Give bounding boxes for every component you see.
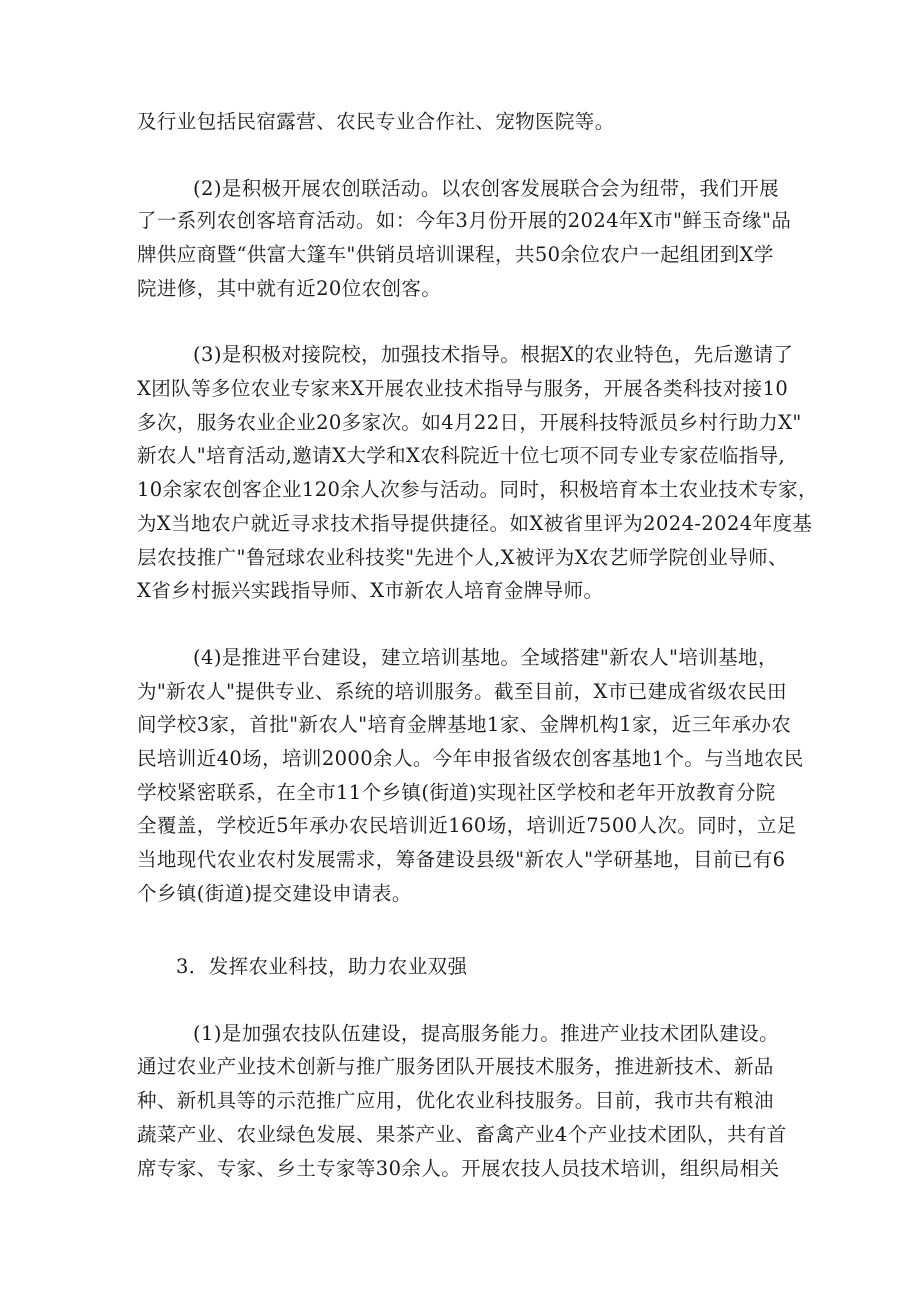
text-line: 为X当地农户就近寻求技术指导提供捷径。如X被省里评为2024-2024年度基 <box>137 512 813 535</box>
text-line: 间学校3家，首批"新农人"培育金牌基地1家、金牌机构1家，近三年承办农 <box>137 713 792 736</box>
paragraph-3-line-1: (3)是积极对接院校，加强技术指导。根据X的农业特色，先后邀请了 <box>193 343 794 366</box>
paragraph-2-line-1: (2)是积极开展农创联活动。以农创客发展联合会为纽带，我们开展 <box>193 177 780 200</box>
text-line: 个乡镇(街道)提交建设申请表。 <box>137 882 412 905</box>
text-line: 全覆盖，学校近5年承办农民培训近160场，培训近7500人次。同时，立足 <box>137 814 797 837</box>
text-line: 通过农业产业技术创新与推广服务团队开展技术服务，推进新技术、新品 <box>137 1055 774 1078</box>
text-line: 当地现代农业农村发展需求，筹备建设县级"新农人"学研基地，目前已有6 <box>137 848 786 871</box>
text-line: 及行业包括民宿露营、农民专业合作社、宠物医院等。 <box>137 110 615 133</box>
text-line: 学校紧密联系，在全市11个乡镇(街道)实现社区学校和老年开放教育分院 <box>137 781 776 804</box>
text-line: X团队等多位农业专家来X开展农业技术指导与服务，开展各类科技对接10 <box>137 377 789 400</box>
text-line: 蔬菜产业、农业绿色发展、果茶产业、畜禽产业4个产业技术团队，共有首 <box>137 1123 787 1146</box>
text-line: 10余家农创客企业120余人次参与活动。同时，积极培育本土农业技术专家， <box>137 478 818 501</box>
text-line: 层农技推广"鲁冠球农业科技奖"先进个人,X被评为X农艺师学院创业导师、 <box>137 546 788 569</box>
text-line: 新农人"培育活动,邀请X大学和X农科院近十位七项不同专业专家莅临指导, <box>137 444 786 467</box>
text-line: 院进修，其中就有近20位农创客。 <box>137 277 442 300</box>
section-3-paragraph-1-line-1: (1)是加强农技队伍建设，提高服务能力。推进产业技术团队建设。 <box>193 1022 780 1045</box>
section-heading: 3．发挥农业科技，助力农业双强 <box>176 955 468 978</box>
text-line: 多次，服务农业企业20多家次。如4月22日，开展科技特派员乡村行助力X" <box>137 411 802 434</box>
text-line: X省乡村振兴实践指导师、X市新农人培育金牌导师。 <box>137 579 604 602</box>
text-line: 民培训近40场，培训2000余人。今年申报省级农创客基地1个。与当地农民 <box>137 747 804 770</box>
text-line: 为"新农人"提供专业、系统的培训服务。截至目前，X市已建成省级农民田 <box>137 680 787 703</box>
text-line: 种、新机具等的示范推广应用，优化农业科技服务。目前，我市共有粮油 <box>137 1089 774 1112</box>
paragraph-4-line-1: (4)是推进平台建设，建立培训基地。全域搭建"新农人"培训基地， <box>193 646 778 669</box>
text-line: 牌供应商暨“供富大篷车"供销员培训课程，共50余位农户一起组团到X学 <box>137 243 774 266</box>
text-line: 席专家、专家、乡土专家等30余人。开展农技人员技术培训，组织局相关 <box>137 1157 780 1180</box>
text-line: 了一系列农创客培育活动。如：今年3月份开展的2024年X市"鲜玉奇缘"品 <box>137 209 792 232</box>
